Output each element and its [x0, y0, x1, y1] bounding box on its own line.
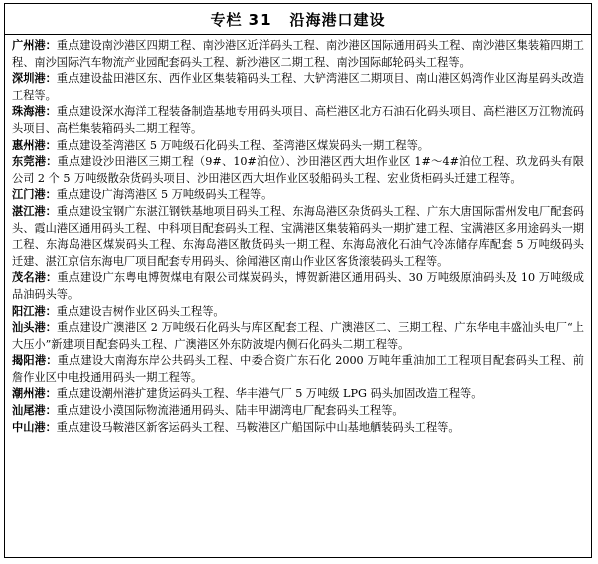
- feature-column-box: [4, 3, 592, 558]
- port-list: [5, 35, 591, 436]
- column-title: [210, 9, 385, 30]
- port-name: 江门港：: [12, 188, 57, 202]
- port-name: 阳江港：: [12, 304, 57, 318]
- port-entry-shantou: [12, 320, 584, 353]
- port-name: 广州港：: [12, 39, 57, 52]
- port-projects: 重点建设广澳港区 2 万吨级石化码头与库区配套工程、广澳港区二、三期工程、广东华电丰盛汕头电厂“上大压小”新建项目配套码头工程、广澳港区外东防波堤内侧石化码头二期工程等。: [12, 321, 584, 351]
- port-name: 湛江港：: [12, 204, 57, 218]
- port-name: 茂名港：: [12, 271, 58, 285]
- port-projects: 重点建设广海湾港区 5 万吨级码头工程等。: [56, 188, 273, 202]
- port-entry-guangzhou: [12, 38, 584, 71]
- port-projects: 重点建设吉树作业区码头工程等。: [56, 304, 225, 318]
- port-projects: 重点建设马鞍港区新客运码头工程、马鞍港区广船国际中山基地舾装码头工程等。: [56, 420, 460, 434]
- port-entry-zhuhai: [12, 104, 584, 137]
- port-projects: 重点建设盐田港区东、西作业区集装箱码头工程、大铲湾港区二期项目、南山港区妈湾作业区海星码头改造工程等。: [12, 72, 584, 102]
- port-entry-zhongshan: [12, 420, 584, 437]
- port-entry-huizhou: [12, 138, 584, 155]
- port-projects: 重点建设沙田港区三期工程（9#、10#泊位）、沙田港区西大坦作业区 1#～4#泊位工程、玖龙码头有限公司 2 个 5 万吨级散杂货码头项目、沙田港区西大坦作业区驳船码头工程、宏业货柜码头迁建工程等。: [12, 155, 584, 185]
- port-name: 东莞港：: [12, 155, 58, 169]
- port-name: 惠州港：: [12, 138, 57, 152]
- port-projects: 重点建设深水海洋工程装备制造基地专用码头项目、高栏港区北方石油石化码头项目、高栏港区万江物流码头项目、高栏集装箱码头二期工程等。: [12, 105, 584, 135]
- column-number: 专栏 31: [210, 10, 272, 29]
- port-entry-maoming: [12, 270, 584, 303]
- port-name: 汕头港：: [12, 321, 58, 335]
- port-entry-jieyang: [12, 353, 584, 386]
- port-entry-jiangmen: [12, 187, 584, 204]
- port-projects: 重点建设潮州港扩建货运码头工程、华丰港气厂 5 万吨级 LPG 码头加固改造工程等。: [56, 387, 483, 401]
- port-projects: 重点建设广东粤电博贺煤电有限公司煤炭码头，博贺新港区通用码头、30 万吨级原油码头及 10 万吨级成品油码头等。: [12, 271, 584, 301]
- port-entry-shanwei: [12, 403, 584, 420]
- column-heading: 沿海港口建设: [289, 10, 386, 29]
- port-projects: 重点建设南沙港区四期工程、南沙港区近洋码头工程、南沙港区国际通用码头工程、南沙港区集装箱四期工程、南沙国际汽车物流产业园配套码头工程、新沙港区二期工程、南沙国际邮轮码头工程等。: [12, 39, 584, 69]
- port-name: 揭阳港：: [12, 354, 58, 368]
- port-projects: 重点建设宝钢广东湛江钢铁基地项目码头工程、东海岛港区杂货码头工程、广东大唐国际雷州发电厂配套码头、霞山港区通用码头工程、中科项目配套码头工程、宝满港区集装箱码头一期扩建工程、宝满港区多用途码头一期工程、东海岛港区煤炭码头工程、东海岛港区散货码头一期工程、东海岛液化石油气冷冻储存库配套 5 万吨级码头迁建、湛江京信东海电厂项目配套专用码头、徐闻港区南山作业区客货滚装码头工程等。: [12, 204, 584, 268]
- title-row: [5, 4, 591, 35]
- port-projects: 重点建设小漠国际物流港通用码头、陆丰甲湖湾电厂配套码头工程等。: [56, 404, 404, 418]
- port-entry-chaozhou: [12, 386, 584, 403]
- port-projects: 重点建设大南海东岸公共码头工程、中委合资广东石化 2000 万吨年重油加工工程项目配套码头工程、前詹作业区中电投通用码头一期工程等。: [12, 354, 584, 384]
- port-entry-yangjiang: [12, 304, 584, 321]
- port-entry-dongguan: [12, 154, 584, 187]
- port-name: 珠海港：: [12, 105, 57, 119]
- port-name: 中山港：: [12, 420, 57, 434]
- port-entry-shenzhen: [12, 71, 584, 104]
- port-name: 潮州港：: [12, 387, 57, 401]
- port-name: 深圳港：: [12, 72, 57, 86]
- port-projects: 重点建设荃湾港区 5 万吨级石化码头工程、荃湾港区煤炭码头一期工程等。: [56, 138, 429, 152]
- port-name: 汕尾港：: [12, 404, 57, 418]
- port-entry-zhanjiang: [12, 204, 584, 270]
